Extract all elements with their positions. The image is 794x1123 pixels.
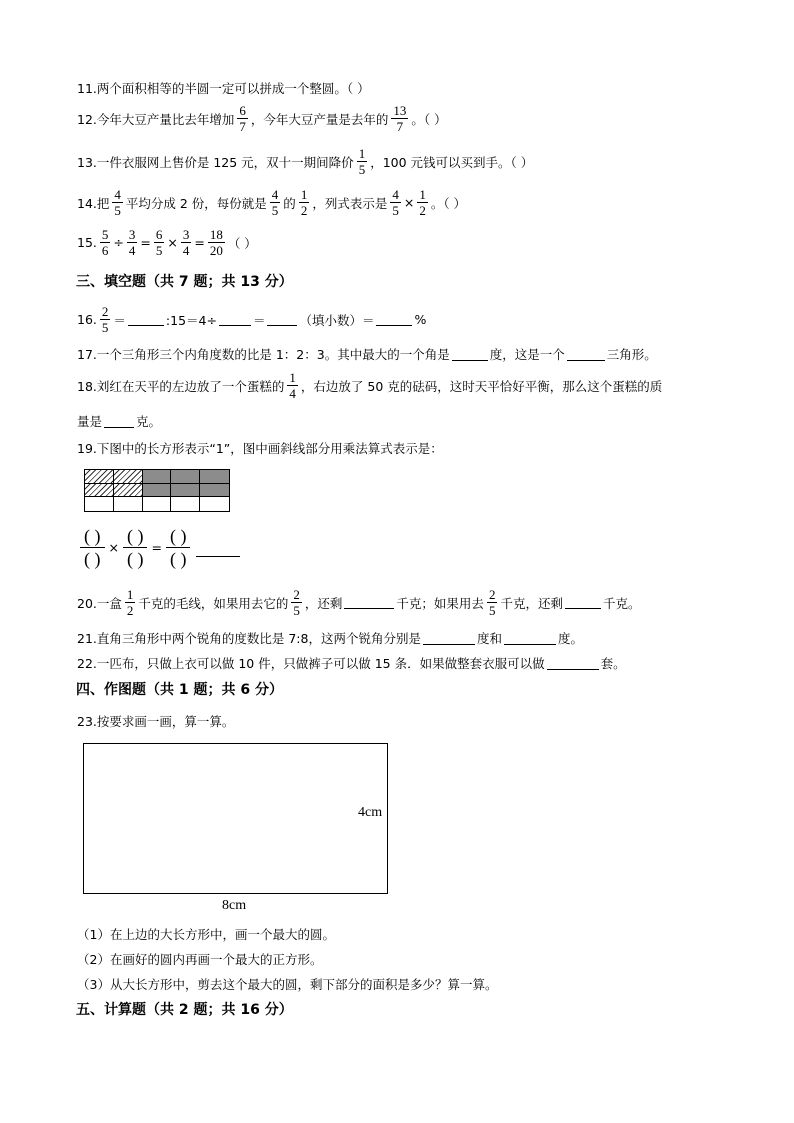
fraction: $\frac{6}{5}$: [155, 227, 163, 258]
answer-blank[interactable]: [196, 544, 240, 557]
grid-cell-shaded: [143, 484, 172, 498]
grid-cell-hatched: [85, 484, 114, 498]
question-14: 14.把 $\frac{4}{5}$ 平均分成 2 份，每份就是 $\frac{4}{5}$ 的 $\frac{1}{2}$ ，列式表示是 $\frac{4}{5}$ × $\frac{1}{2}$ 。（ ）: [77, 187, 467, 218]
grid-cell: [85, 497, 114, 511]
grid-cell: [114, 497, 143, 511]
answer-blank[interactable]: [344, 596, 394, 609]
question-13: 13.一件衣服网上售价是 125 元，双十一期间降价 $\frac{1}{5}$ ，100 元钱可以买到手。（ ）: [77, 146, 534, 177]
fraction: $\frac{5}{6}$: [101, 227, 109, 258]
fraction: $\frac{1}{4}$: [289, 370, 296, 401]
question-17: 17.一个三角形三个内角度数的比是 1：2：3。其中最大的一个角是 度，这是一个 三角形。: [77, 347, 657, 362]
grid-cell-shaded: [200, 484, 229, 498]
fraction: $\frac{2}{5}$: [488, 587, 496, 618]
blank-fraction[interactable]: ( ) ( ): [80, 527, 105, 568]
width-label: 8cm: [222, 898, 247, 913]
fraction: $\frac{4}{5}$: [392, 187, 399, 218]
fraction: $\frac{4}{5}$: [114, 187, 121, 218]
question-22: 22.一匹布，只做上衣可以做 10 件，只做裤子可以做 15 条．如果做整套衣服可以做 套。: [77, 656, 626, 671]
question-18: 18.刘红在天平的左边放了一个蛋糕的 $\frac{1}{4}$ ，右边放了 50 克的砝码，这时天平恰好平衡，那么这个蛋糕的质: [77, 370, 663, 401]
fraction: $\frac{2}{5}$: [101, 304, 109, 335]
blank-fraction[interactable]: ( ) ( ): [123, 527, 148, 568]
answer-blank[interactable]: [423, 632, 475, 645]
answer-blank[interactable]: [267, 313, 297, 326]
answer-blank[interactable]: [547, 657, 599, 670]
grid-cell-hatched: [114, 484, 143, 498]
multiplication-expression: ( ) ( ) × ( ) ( ) = ( ) ( ): [76, 527, 242, 568]
fraction: $\frac{4}{5}$: [271, 187, 279, 218]
blank-fraction[interactable]: ( ) ( ): [166, 527, 191, 568]
subquestion-1: （1）在上边的大长方形中，画一个最大的圆。: [77, 927, 335, 942]
answer-blank[interactable]: [128, 313, 164, 326]
answer-blank[interactable]: [376, 313, 412, 326]
fraction: $\frac{3}{4}$: [182, 227, 190, 258]
question-20: 20.一盒 $\frac{1}{2}$ 千克的毛线，如果用去它的 $\frac{2}{5}$ ，还剩 千克；如果用去 $\frac{2}{5}$ 千克，还剩 千克。: [77, 587, 641, 618]
section-heading-3: 三、填空题（共 7 题；共 13 分）: [76, 274, 293, 290]
grid-cell: [200, 497, 229, 511]
question-12: 12.今年大豆产量比去年增加 $\frac{6}{7}$ ，今年大豆产量是去年的 $\frac{13}{7}$ 。（ ）: [77, 103, 447, 134]
grid-cell-hatched: [114, 470, 143, 484]
fraction: $\frac{3}{4}$: [128, 227, 136, 258]
height-label: 4cm: [358, 805, 383, 820]
question-23: 23.按要求画一画，算一算。: [77, 714, 235, 729]
question-16: 16. $\frac{2}{5}$ ＝ :15＝4÷ ＝ （填小数）＝ %: [77, 304, 427, 335]
answer-blank[interactable]: [104, 415, 134, 428]
question-21: 21.直角三角形中两个锐角的度数比是 7:8，这两个锐角分别是 度和 度。: [77, 631, 584, 646]
question-11: 11.两个面积相等的半圆一定可以拼成一个整圆。（ ）: [77, 81, 370, 96]
answer-blank[interactable]: [565, 596, 601, 609]
answer-blank[interactable]: [452, 348, 488, 361]
fraction: $\frac{13}{7}$: [393, 103, 407, 134]
fraction: $\frac{1}{2}$: [300, 187, 308, 218]
grid-cell-shaded: [143, 470, 172, 484]
grid-cell-shaded: [171, 470, 200, 484]
fraction: $\frac{6}{7}$: [239, 103, 246, 134]
section-heading-4: 四、作图题（共 1 题；共 6 分）: [76, 682, 283, 698]
fraction: $\frac{2}{5}$: [293, 587, 300, 618]
grid-cell: [143, 497, 172, 511]
fraction: $\frac{18}{20}$: [209, 227, 223, 258]
question-19: 19.下图中的长方形表示“1”，图中画斜线部分用乘法算式表示是：: [77, 441, 443, 456]
answer-blank[interactable]: [219, 313, 251, 326]
answer-blank[interactable]: [567, 348, 605, 361]
subquestion-3: （3）从大长方形中，剪去这个最大的圆，剩下部分的面积是多少？算一算。: [77, 977, 498, 992]
fraction-grid-figure: [84, 469, 230, 512]
grid-cell-hatched: [85, 470, 114, 484]
fraction: $\frac{1}{2}$: [419, 187, 426, 218]
drawing-rectangle[interactable]: [83, 743, 388, 894]
grid-cell: [171, 497, 200, 511]
grid-cell-shaded: [171, 484, 200, 498]
grid-cell-shaded: [200, 470, 229, 484]
answer-blank[interactable]: [504, 632, 556, 645]
question-18-line2: 量是 克。: [77, 414, 162, 429]
question-15: 15. $\frac{5}{6}$ ÷ $\frac{3}{4}$ = $\frac{6}{5}$ × $\frac{3}{4}$ = $\frac{18}{20}$ （ ）: [77, 227, 257, 258]
section-heading-5: 五、计算题（共 2 题；共 16 分）: [76, 1002, 293, 1018]
subquestion-2: （2）在画好的圆内再画一个最大的正方形。: [77, 952, 323, 967]
fraction: $\frac{1}{5}$: [358, 146, 366, 177]
fraction: $\frac{1}{2}$: [126, 587, 134, 618]
